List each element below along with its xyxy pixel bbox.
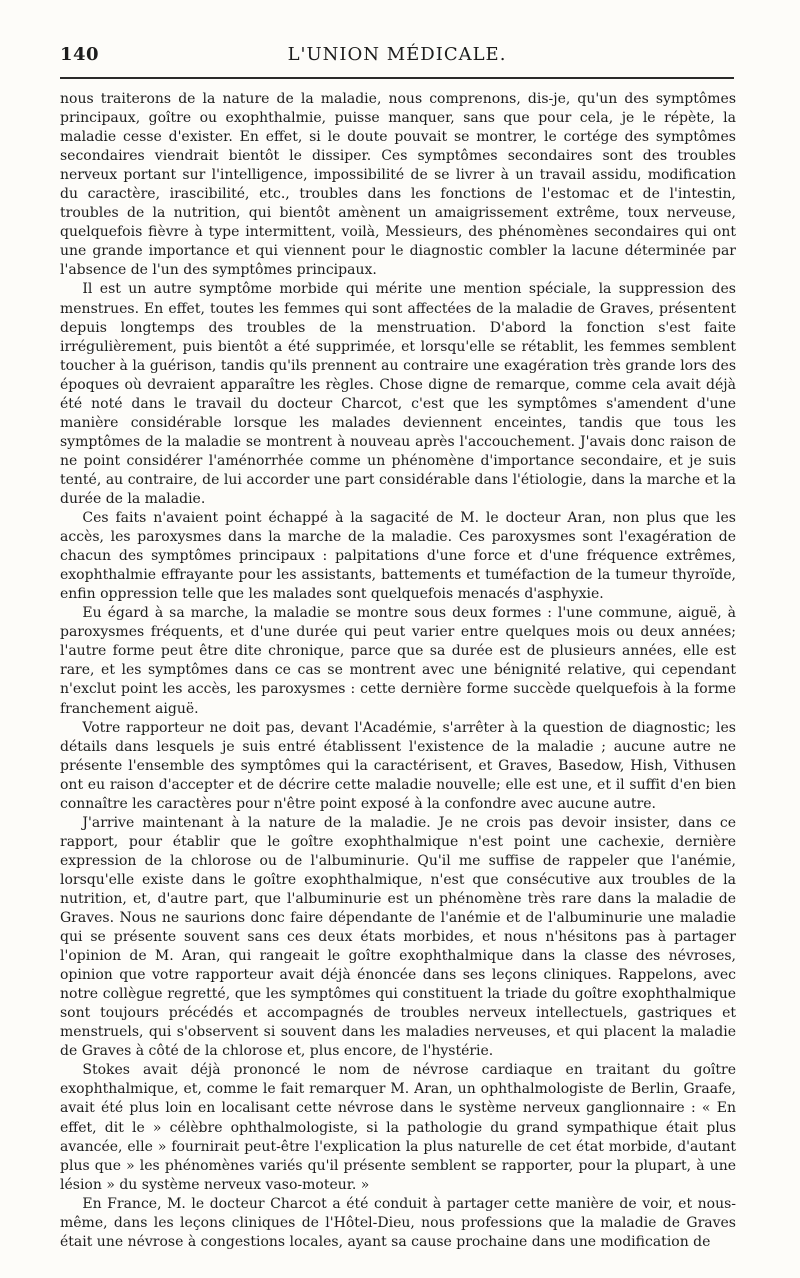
paragraph-7: Stokes avait déjà prononcé le nom de névrose cardiaque en traitant du goître exophthalmique, et, comme le fait remarquer M. Aran, un ophthalmologiste de Berlin, Graafe, avait été plus loin en localisant cette névrose dans le système nerveux ganglionnaire : « En effet, dit le » célèbre ophthalmologiste, si la pathologie du grand sympathique était plus avancée, elle » fournirait peut-être l'explication la plus naturelle de cet état morbide, d'autant plus que » les phénomènes variés qu'il présente semblent se rapporter, pour la plupart, à une lésion » du système nerveux vaso-moteur. » <box>60 1062 736 1193</box>
page-number: 140 <box>60 44 100 65</box>
paragraph-3: Ces faits n'avaient point échappé à la sagacité de M. le docteur Aran, non plus que les accès, les paroxysmes dans la marche de la maladie. Ces paroxysmes sont l'exagération de chacun des symptômes principaux : palpitations d'une force et d'une fréquence extrêmes, exophthalmie effrayante pour les assistants, battements et tuméfaction de la tumeur thyroïde, enfin oppression telle que les malades sont quelquefois menacés d'asphyxie. <box>60 510 736 603</box>
running-title: L'UNION MÉDICALE. <box>287 44 507 65</box>
paragraph-2: Il est un autre symptôme morbide qui mérite une mention spéciale, la suppression des menstrues. En effet, toutes les femmes qui sont affectées de la maladie de Graves, présentent depuis longtemps des troubles de la menstruation. D'abord la fonction s'est faite irrégulièrement, puis bientôt a été supprimée, et lorsqu'elle se rétablit, les femmes semblent toucher à la guérison, tandis qu'ils prennent au contraire une exagération très grande lors des époques où devraient apparaître les règles. Chose digne de remarque, comme cela avait déjà été noté dans le travail du docteur Charcot, c'est que les symptômes s'amendent d'une manière considérable lorsque les malades deviennent enceintes, tandis que tous les symptômes de la maladie se montrent à nouveau après l'accouchement. J'avais donc raison de ne point considérer l'aménorrhée comme un phénomène d'importance secondaire, et je suis tenté, au contraire, de lui accorder une part considérable dans l'étiologie, dans la marche et la durée de la maladie. <box>60 281 736 507</box>
paragraph-1: nous traiterons de la nature de la maladie, nous comprenons, dis-je, qu'un des symptômes principaux, goître ou exophthalmie, puisse manquer, sans que pour cela, je le répète, la maladie cesse d'exister. En effet, si le doute pouvait se montrer, le cortége des symptômes secondaires viendrait bientôt le dissiper. Ces symptômes secondaires sont des troubles nerveux portant sur l'intelligence, impossibilité de se livrer à un travail assidu, modification du caractère, irascibilité, etc., troubles dans les fonctions de l'estomac et de l'intestin, troubles de la nutrition, qui bientôt amènent un amaigrissement extrême, toux nerveuse, quelquefois fièvre à type intermittent, voilà, Messieurs, des phénomènes secondaires qui ont une grande importance et qui viennent pour le diagnostic combler la lacune déterminée par l'absence de l'un des symptômes principaux. <box>60 91 736 279</box>
paragraph-6: J'arrive maintenant à la nature de la maladie. Je ne crois pas devoir insister, dans ce rapport, pour établir que le goître exophthalmique n'est point une cachexie, dernière expression de la chlorose ou de l'albuminurie. Qu'il me suffise de rappeler que l'anémie, lorsqu'elle existe dans le goître exophthalmique, n'est que consécutive aux troubles de la nutrition, et, d'autre part, que l'albuminurie est un phénomène très rare dans la maladie de Graves. Nous ne saurions donc faire dépendante de l'anémie et de l'albuminurie une maladie qui se présente souvent sans ces deux états morbides, et nous n'hésitons pas à partager l'opinion de M. Aran, qui rangeait le goître exophthalmique dans la classe des névroses, opinion que votre rapporteur avait déjà énoncée dans ses leçons cliniques. Rappelons, avec notre collègue regretté, que les symptômes qui constituent la triade du goître exophthalmique sont toujours précédés et accompagnés de troubles nerveux intellectuels, gastriques et menstruels, qui s'observent si souvent dans les maladies nerveuses, et qui placent la maladie de Graves à côté de la chlorose et, plus encore, de l'hystérie. <box>60 814 736 1060</box>
body-text <box>60 90 736 1252</box>
header-rule <box>60 77 734 79</box>
page-header <box>60 40 734 70</box>
paragraph-4: Eu égard à sa marche, la maladie se montre sous deux formes : l'une commune, aiguë, à paroxysmes fréquents, et d'une durée qui peut varier entre quelques mois ou deux années; l'autre forme peut être dite chronique, parce que sa durée est de plusieurs années, elle est rare, et les symptômes dans ce cas se montrent avec une bénignité relative, qui cependant n'exclut point les accès, les paroxysmes : cette dernière forme succède quelquefois à la forme franchement aiguë. <box>60 605 736 717</box>
paragraph-8: En France, M. le docteur Charcot a été conduit à partager cette manière de voir, et nous-même, dans les leçons cliniques de l'Hôtel-Dieu, nous professions que la maladie de Graves était une névrose à congestions locales, ayant sa cause prochaine dans une modification de <box>60 1195 736 1250</box>
paragraph-5: Votre rapporteur ne doit pas, devant l'Académie, s'arrêter à la question de diagnostic; les détails dans lesquels je suis entré établissent l'existence de la maladie ; aucune autre ne présente l'ensemble des symptômes qui la caractérisent, et Graves, Basedow, Hish, Vithusen ont eu raison d'accepter et de décrire cette maladie nouvelle; elle est une, et il suffit d'en bien connaître les caractères pour n'être point exposé à la confondre avec aucune autre. <box>60 719 736 812</box>
